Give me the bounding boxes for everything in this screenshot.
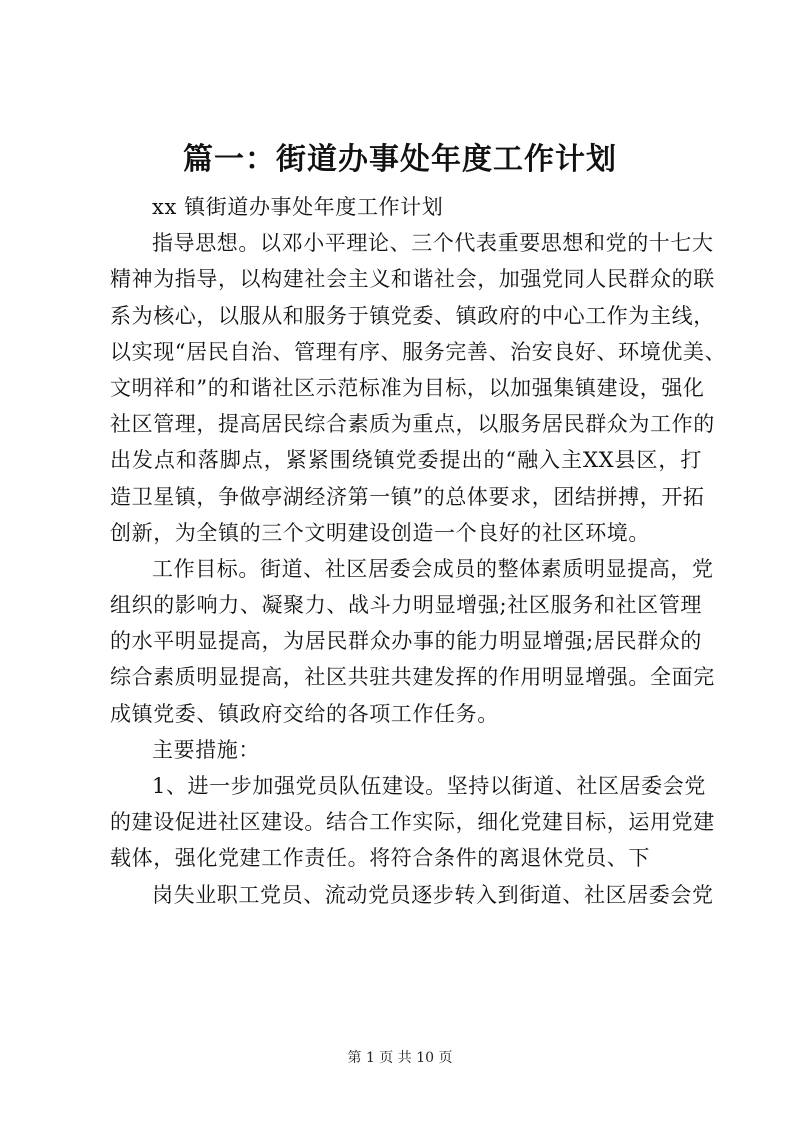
text-line: 组织的影响力、凝聚力、战斗力明显增强;社区服务和社区管理 [110, 593, 702, 618]
text-line: 以实现“居民自治、管理有序、服务完善、治安良好、环境优美、 [110, 339, 727, 364]
text-line: 文明祥和”的和谐社区示范标准为目标，以加强集镇建设，强化 [110, 375, 705, 400]
text-line: 主要措施： [152, 737, 260, 762]
text-line: 社区管理，提高居民综合素质为重点，以服务居民群众为工作的 [110, 412, 715, 437]
text-line: xx 镇街道办事处年度工作计划 [152, 195, 444, 219]
text-line: 指导思想。以邓小平理论、三个代表重要思想和党的十七大 [152, 231, 714, 256]
document-title: 篇一：街道办事处年度工作计划 [183, 142, 617, 177]
text-line: 1、进一步加强党员队伍建设。坚持以街道、社区居委会党 [152, 774, 706, 798]
text-line: 综合素质明显提高，社区共驻共建发挥的作用明显增强。全面完 [110, 665, 715, 690]
text-line: 成镇党委、镇政府交给的各项工作任务。 [110, 701, 499, 726]
text-line: 的水平明显提高，为居民群众办事的能力明显增强;居民群众的 [110, 629, 702, 654]
text-line: 工作目标。街道、社区居委会成员的整体素质明显提高，党 [152, 556, 714, 581]
text-line: 的建设促进社区建设。结合工作实际，细化党建目标，运用党建 [110, 810, 715, 835]
document-body [110, 189, 727, 913]
text-line: 造卫星镇，争做亭湖经济第一镇”的总体要求，团结拼搏，开拓 [110, 484, 705, 509]
text-line: 出发点和落脚点，紧紧围绕镇党委提出的“融入主XX县区，打 [110, 448, 702, 473]
text-line: 创新，为全镇的三个文明建设创造一个良好的社区环境。 [110, 520, 650, 545]
page-footer: 第 1 页 共 10 页 [347, 1050, 453, 1066]
text-line: 岗失业职工党员、流动党员逐步转入到街道、社区居委会党 [152, 882, 714, 907]
text-line: 系为核心，以服从和服务于镇党委、镇政府的中心工作为主线， [110, 303, 715, 328]
text-line: 精神为指导，以构建社会主义和谐社会，加强党同人民群众的联 [110, 267, 715, 292]
text-line: 载体，强化党建工作责任。将符合条件的离退休党员、下 [110, 846, 650, 871]
